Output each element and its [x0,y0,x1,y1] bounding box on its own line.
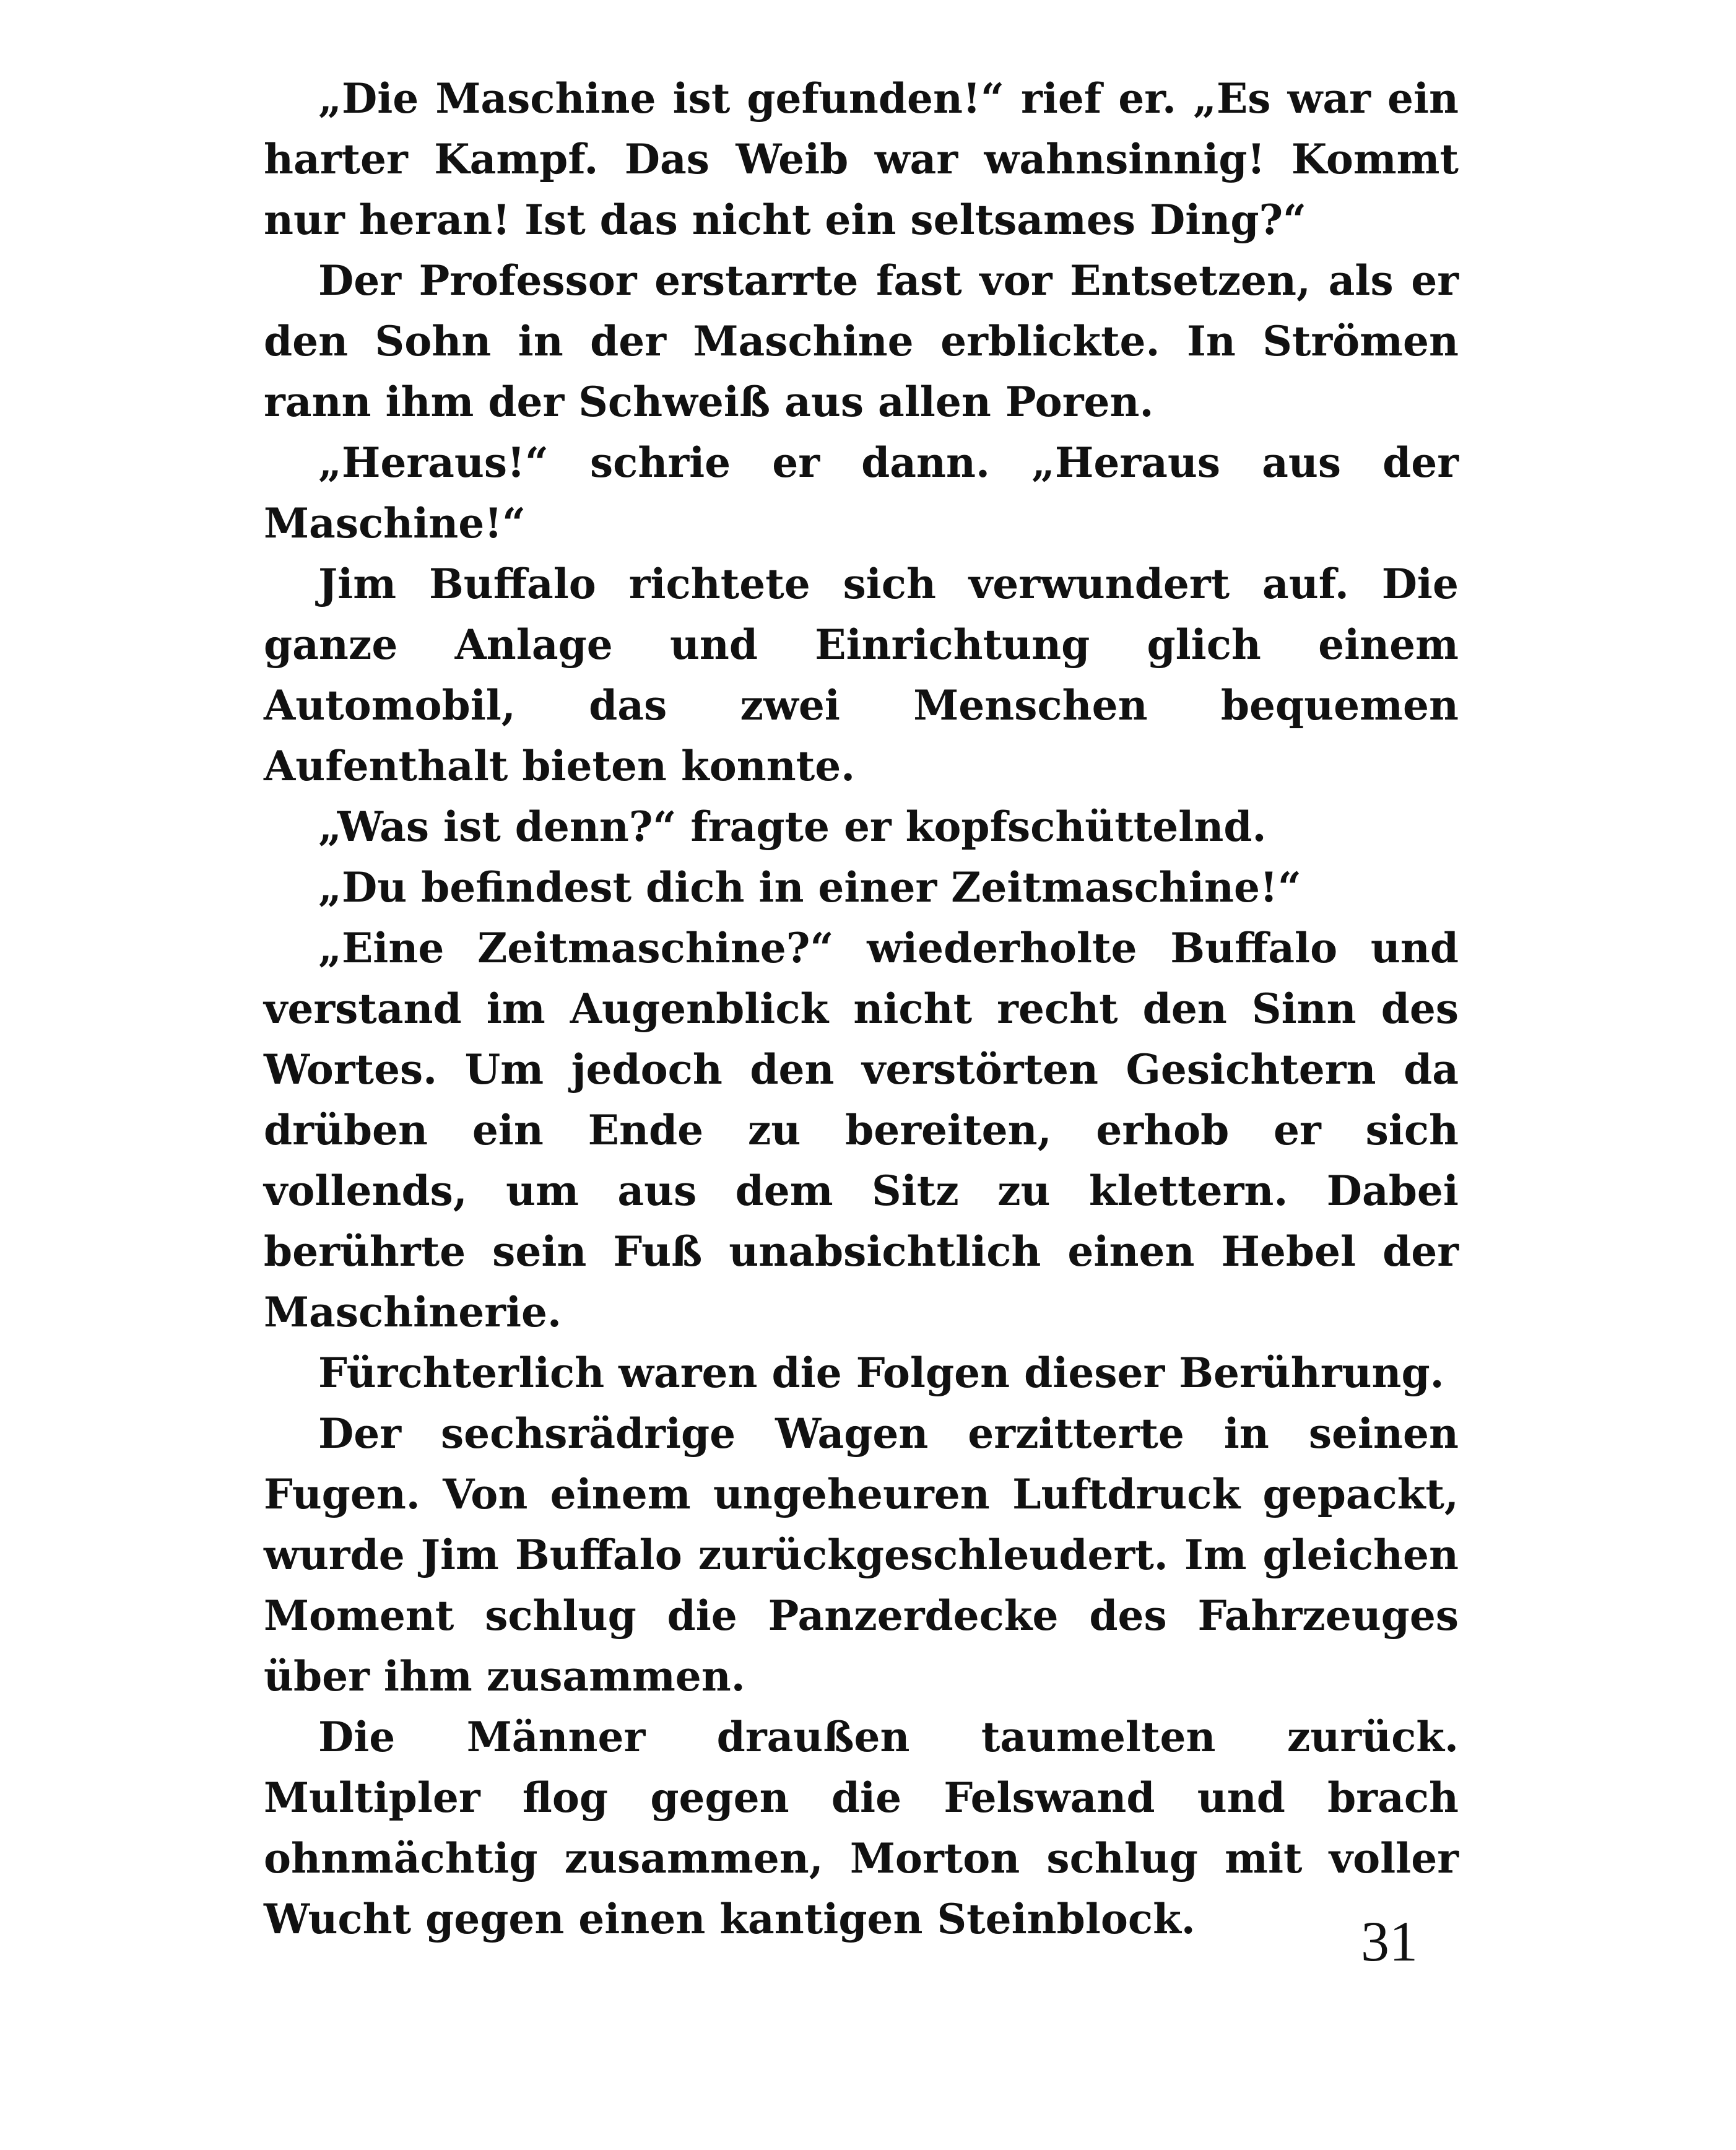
paragraph: Der sechsrädrige Wagen erzitterte in seinen Fugen. Von einem ungeheuren Luftdruck gepackt, wurde Jim Buffalo zurückgeschleudert. Im gleichen Moment schlug die Panzerdecke des Fahrzeuges über ihm zusammen. [264,1409,1459,1700]
paragraph: „Was ist denn?“ fragte er kopfschüttelnd. [318,803,1267,851]
paragraph: Der Professor erstarrte fast vor Entsetzen, als er den Sohn in der Maschine erblickte. In Strömen rann ihm der Schweiß aus allen Poren. [264,256,1459,426]
paragraph: Die Männer draußen taumelten zurück. Multipler flog gegen die Felswand und brach ohnmächtig zusammen, Morton schlug mit voller Wucht gegen einen kantigen Steinblock. [264,1713,1459,1943]
paragraph: „Die Maschine ist gefunden!“ rief er. „Es war ein harter Kampf. Das Weib war wahnsinnig! Kommt nur heran! Ist das nicht ein seltsames Ding?“ [264,74,1459,244]
paragraph: „Eine Zeitmaschine?“ wiederholte Buffalo und verstand im Augenblick nicht recht den Sinn des Wortes. Um jedoch den verstörten Gesichtern da drüben ein Ende zu bereiten, erhob er sich vollends, um aus dem Sitz zu klettern. Dabei berührte sein Fuß unabsichtlich einen Hebel der Maschinerie. [264,924,1459,1336]
paragraph: „Du befindest dich in einer Zeitmaschine!“ [318,863,1301,912]
paragraph: Jim Buffalo richtete sich verwundert auf. Die ganze Anlage und Einrichtung glich einem Automobil, das zwei Menschen bequemen Aufenthalt bieten konnte. [264,560,1459,790]
page-number: 31 [1361,1910,1418,1973]
paragraph: Fürchterlich waren die Folgen dieser Berührung. [318,1349,1444,1397]
body-text [264,68,1459,1949]
paragraph: „Heraus!“ schrie er dann. „Heraus aus der Maschine!“ [264,438,1459,547]
